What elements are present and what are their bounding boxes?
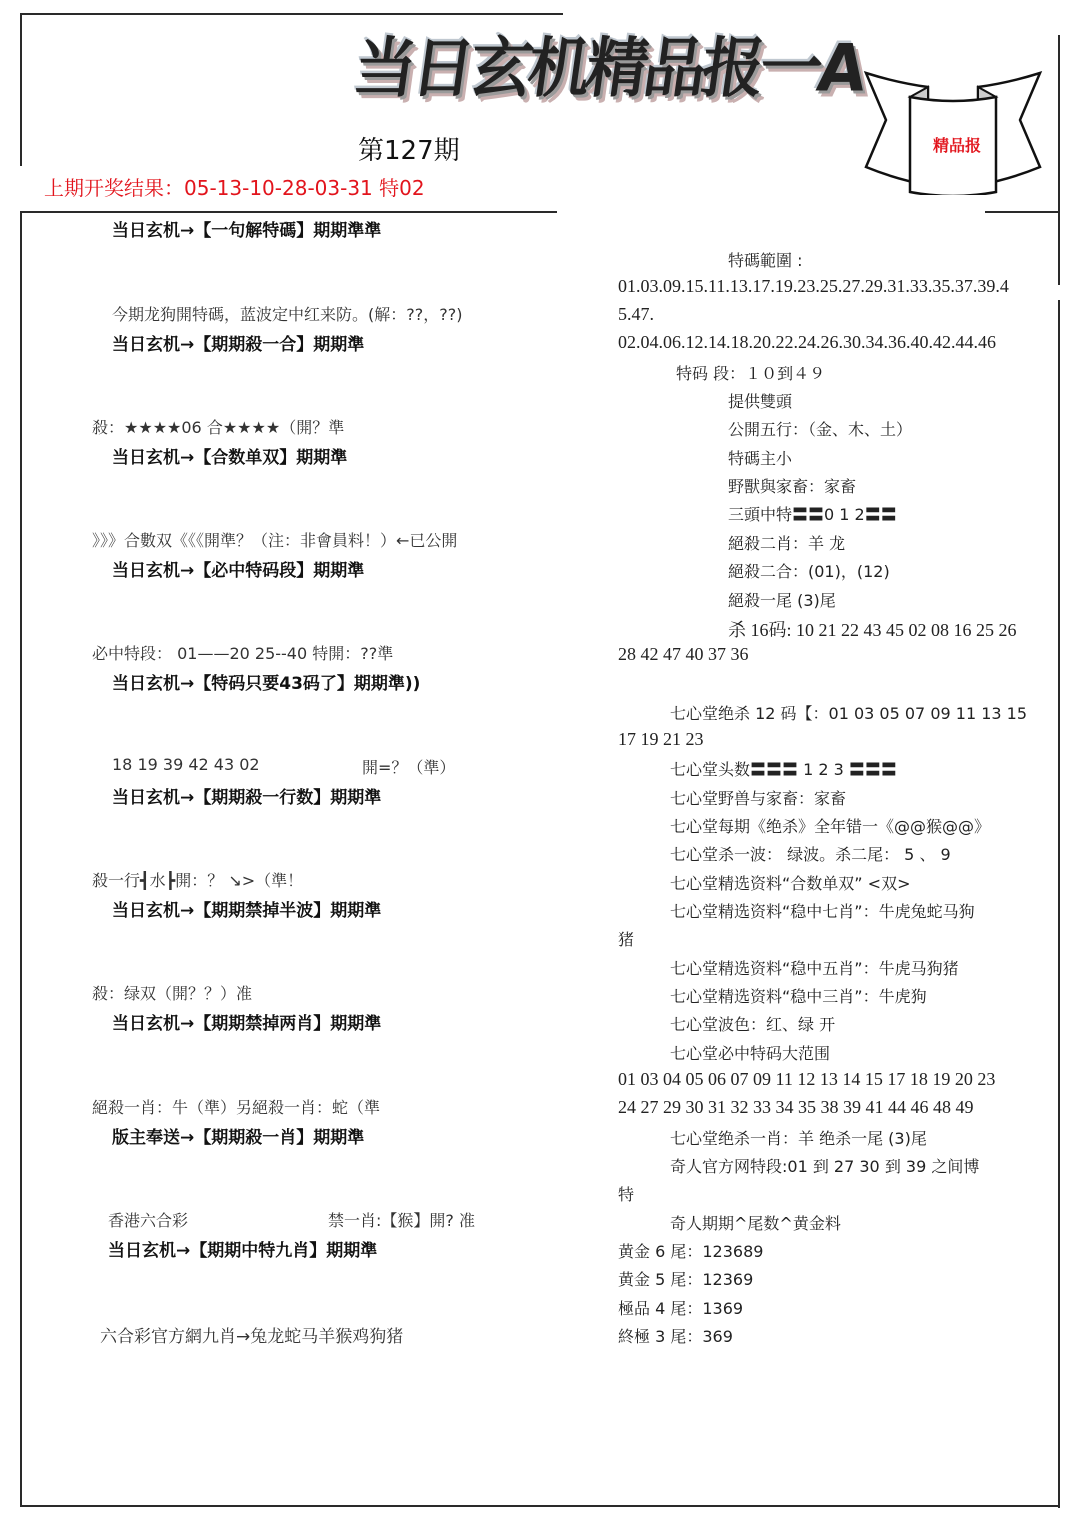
- header-divider-left: [20, 211, 557, 213]
- info-line: 七心堂杀一波： 绿波。杀二尾： 5 、 9: [670, 845, 951, 864]
- info-line: 特码 段：１０到４９: [676, 364, 826, 383]
- section-heading: 当日玄机→【期期禁掉两肖】期期準: [112, 1014, 382, 1034]
- ribbon-badge: [858, 45, 1048, 195]
- section-content: 》》》合數双《《《開準？（注：非會員料！）←已公開: [92, 531, 458, 550]
- last-draw-result: 上期开奖结果：05-13-10-28-03-31 特02: [44, 176, 425, 200]
- section-heading: 版主奉送→【期期殺一肖】期期準: [112, 1128, 365, 1148]
- info-line: 七心堂精选资料“稳中七肖”：牛虎兔蛇马狗: [670, 902, 975, 921]
- info-line: 公開五行：（金、木、土）: [728, 420, 913, 439]
- info-line: 三頭中特〓〓0 1 2〓〓: [728, 505, 897, 524]
- section-content: 絕殺一肖：牛（準）另絕殺一肖：蛇（準: [92, 1098, 381, 1117]
- info-line: 提供雙頭: [728, 392, 793, 411]
- range-heading: 特碼範圍 :: [728, 251, 803, 270]
- info-line: 黄金 6 尾：123689: [618, 1242, 764, 1261]
- info-line: 猪: [618, 930, 635, 949]
- issue-number: 第127期: [358, 136, 460, 166]
- frame-right-upper: [1058, 35, 1060, 285]
- info-line: 七心堂精选资料“稳中三肖”：牛虎狗: [670, 987, 927, 1006]
- section-content: 開=？（準）: [362, 758, 456, 777]
- info-line: 七心堂精选资料“稳中五肖”：牛虎马狗猪: [670, 959, 959, 978]
- info-line: 野獸與家畜：家畜: [728, 477, 857, 496]
- footer-line: 六合彩官方網九肖→兔龙蛇马羊猴鸡狗猪: [100, 1327, 404, 1347]
- info-line: 24 27 29 30 31 32 33 34 35 38 39 41 44 46 48 49: [618, 1097, 974, 1117]
- info-line: 七心堂绝杀 12 码【：01 03 05 07 09 11 13 15: [670, 704, 1028, 723]
- section-heading: 当日玄机→【必中特码段】期期準: [112, 561, 365, 581]
- range-line: 5.47.: [618, 304, 654, 324]
- info-line: 特: [618, 1185, 635, 1204]
- section-content: 18 19 39 42 43 02: [112, 755, 260, 774]
- info-line: 絕殺一尾 (3)尾: [728, 591, 836, 610]
- section-content: 今期龙狗開特碼，蓝波定中红来防。(解：??，??): [112, 305, 463, 324]
- info-line: 七心堂精选资料“合数单双” <双>: [670, 874, 911, 893]
- section-content: 殺一行┫水┣開：？ ↘>（準！: [92, 871, 304, 890]
- section-heading: 当日玄机→【期期中特九肖】期期準: [108, 1241, 378, 1261]
- section-heading: 当日玄机→【期期殺一行数】期期準: [112, 788, 382, 808]
- info-line: 01 03 04 05 06 07 09 11 12 13 14 15 17 18 19 20 23: [618, 1069, 996, 1089]
- info-line: 極品 4 尾：1369: [618, 1299, 744, 1318]
- frame-left-upper: [20, 13, 22, 166]
- section-heading: 当日玄机→【期期禁掉半波】期期準: [112, 901, 382, 921]
- section-content: 禁一肖:【猴】開? 准: [328, 1211, 475, 1230]
- section-heading: 当日玄机→【期期殺一合】期期準: [112, 335, 365, 355]
- section-content: 香港六合彩: [108, 1211, 189, 1230]
- range-line: 02.04.06.12.14.18.20.22.24.26.30.34.36.40.42.44.46: [618, 332, 996, 352]
- info-line: 七心堂头数〓〓〓 1 2 3 〓〓〓: [670, 760, 897, 779]
- info-line: 特碼主小: [728, 449, 793, 468]
- section-content: 殺：★★★★06 合★★★★（開？準: [92, 418, 345, 437]
- section-heading: 当日玄机→【一句解特碼】期期準準: [112, 221, 382, 241]
- header-divider-right: [985, 211, 1060, 213]
- section-content: 必中特段： 01——20 25--40 特開：??準: [92, 644, 394, 663]
- section-heading: 当日玄机→【特码只要43码了】期期準)): [112, 674, 421, 694]
- frame-top-left: [20, 13, 563, 15]
- ribbon-icon: [858, 45, 1048, 195]
- info-line: 杀 16码: 10 21 22 43 45 02 08 16 25 26: [728, 620, 1017, 640]
- info-line: 七心堂每期《绝杀》全年错一《@@猴@@》: [670, 817, 991, 836]
- info-line: 絕殺二合：(01)，(12): [728, 562, 890, 581]
- info-line: 28 42 47 40 37 36: [618, 644, 749, 664]
- info-line: 七心堂野兽与家畜：家畜: [670, 789, 847, 808]
- info-line: 七心堂绝杀一肖：羊 绝杀一尾 (3)尾: [670, 1129, 927, 1148]
- info-line: 七心堂波色：红、绿 开: [670, 1015, 836, 1034]
- info-line: 終極 3 尾：369: [618, 1327, 733, 1346]
- frame-right-lower: [1058, 300, 1060, 1508]
- section-content: 殺：绿双（開？？）准: [92, 984, 253, 1003]
- info-line: 奇人官方网特段:01 到 27 30 到 39 之间博: [670, 1157, 980, 1176]
- info-line: 絕殺二肖：羊 龙: [728, 534, 846, 553]
- info-line: 奇人期期^尾数^黄金料: [670, 1214, 841, 1233]
- info-line: 17 19 21 23: [618, 729, 704, 749]
- frame-left-lower: [20, 211, 22, 1507]
- masthead-title: 当日玄机精品报一A: [348, 29, 868, 107]
- frame-bottom: [20, 1505, 1060, 1507]
- info-line: 黄金 5 尾：12369: [618, 1270, 754, 1289]
- range-line: 01.03.09.15.11.13.17.19.23.25.27.29.31.33.35.37.39.4: [618, 276, 1009, 296]
- info-line: 七心堂必中特码大范围: [670, 1044, 831, 1063]
- badge-text: 精品报: [933, 136, 982, 155]
- section-heading: 当日玄机→【合数单双】期期準: [112, 448, 348, 468]
